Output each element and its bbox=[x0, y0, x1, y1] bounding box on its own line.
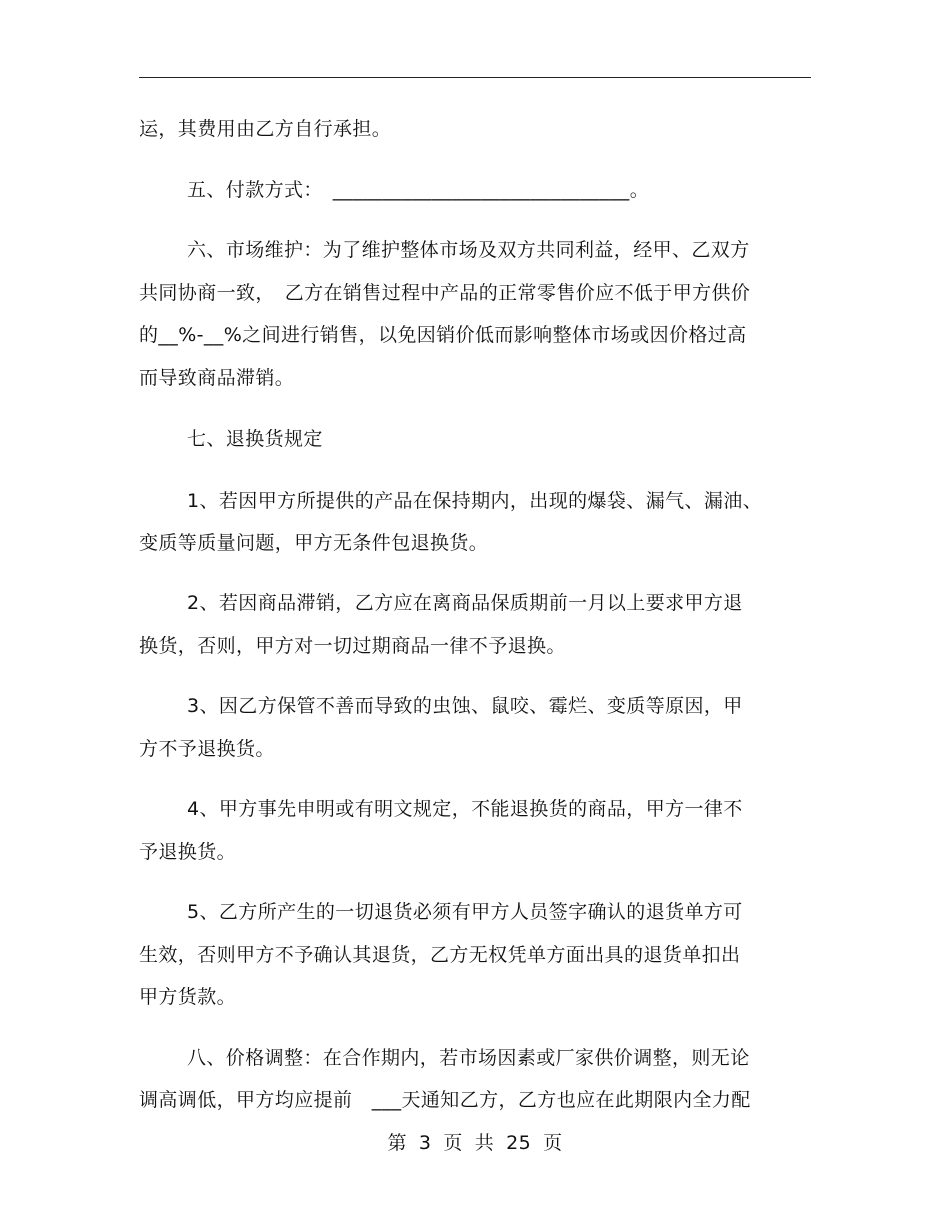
page-footer bbox=[0, 1130, 950, 1156]
footer-ye: 页 bbox=[543, 1132, 563, 1154]
text-line: 3、因乙方保管不善而导致的虫蚀、鼠咬、霉烂、变质等原因，甲 bbox=[187, 695, 743, 717]
text-line: 方不予退换货。 bbox=[139, 738, 275, 760]
text-line: 运，其费用由乙方自行承担。 bbox=[139, 118, 392, 140]
footer-ye: 页 bbox=[443, 1132, 463, 1154]
text-line: 1、若因甲方所提供的产品在保持期内，出现的爆袋、漏气、漏油、 bbox=[187, 490, 763, 512]
text-line: 生效，否则甲方不予确认其退货，乙方无权凭单方面出具的退货单扣出 bbox=[139, 944, 741, 966]
text-line: 六、市场维护：为了维护整体市场及双方共同利益，经甲、乙双方 bbox=[187, 239, 750, 261]
text-line: 共同协商一致， 乙方在销售过程中产品的正常零售价应不低于甲方供价 bbox=[139, 282, 751, 304]
footer-gong: 共 bbox=[474, 1132, 495, 1154]
payment-method-line: 五、付款方式： ______________________________。 bbox=[187, 179, 650, 201]
text-line: 予退换货。 bbox=[139, 841, 237, 863]
header-rule bbox=[139, 77, 811, 78]
section-heading: 七、退换货规定 bbox=[187, 428, 323, 450]
text-line: 八、价格调整：在合作期内，若市场因素或厂家供价调整，则无论 bbox=[187, 1047, 750, 1069]
text-line: 调高调低，甲方均应提前 ___天通知乙方，乙方也应在此期限内全力配 bbox=[139, 1089, 751, 1111]
text-line: 5、乙方所产生的一切退货必须有甲方人员签字确认的退货单方可 bbox=[187, 901, 743, 923]
text-line: 的__%-__%之间进行销售，以免因销价低而影响整体市场或因价格过高 bbox=[139, 324, 747, 346]
total-page-count: 25 bbox=[506, 1132, 532, 1154]
text-line: 而导致商品滞销。 bbox=[139, 367, 295, 389]
text-line: 4、甲方事先申明或有明文规定，不能退换货的商品，甲方一律不 bbox=[187, 798, 743, 820]
text-line: 2、若因商品滞销，乙方应在离商品保质期前一月以上要求甲方退 bbox=[187, 592, 743, 614]
text-line: 甲方货款。 bbox=[139, 986, 237, 1008]
text-line: 变质等质量问题，甲方无条件包退换货。 bbox=[139, 532, 489, 554]
text-line: 换货，否则，甲方对一切过期商品一律不予退换。 bbox=[139, 635, 566, 657]
current-page-number: 3 bbox=[418, 1132, 432, 1154]
footer-di: 第 bbox=[387, 1132, 407, 1154]
